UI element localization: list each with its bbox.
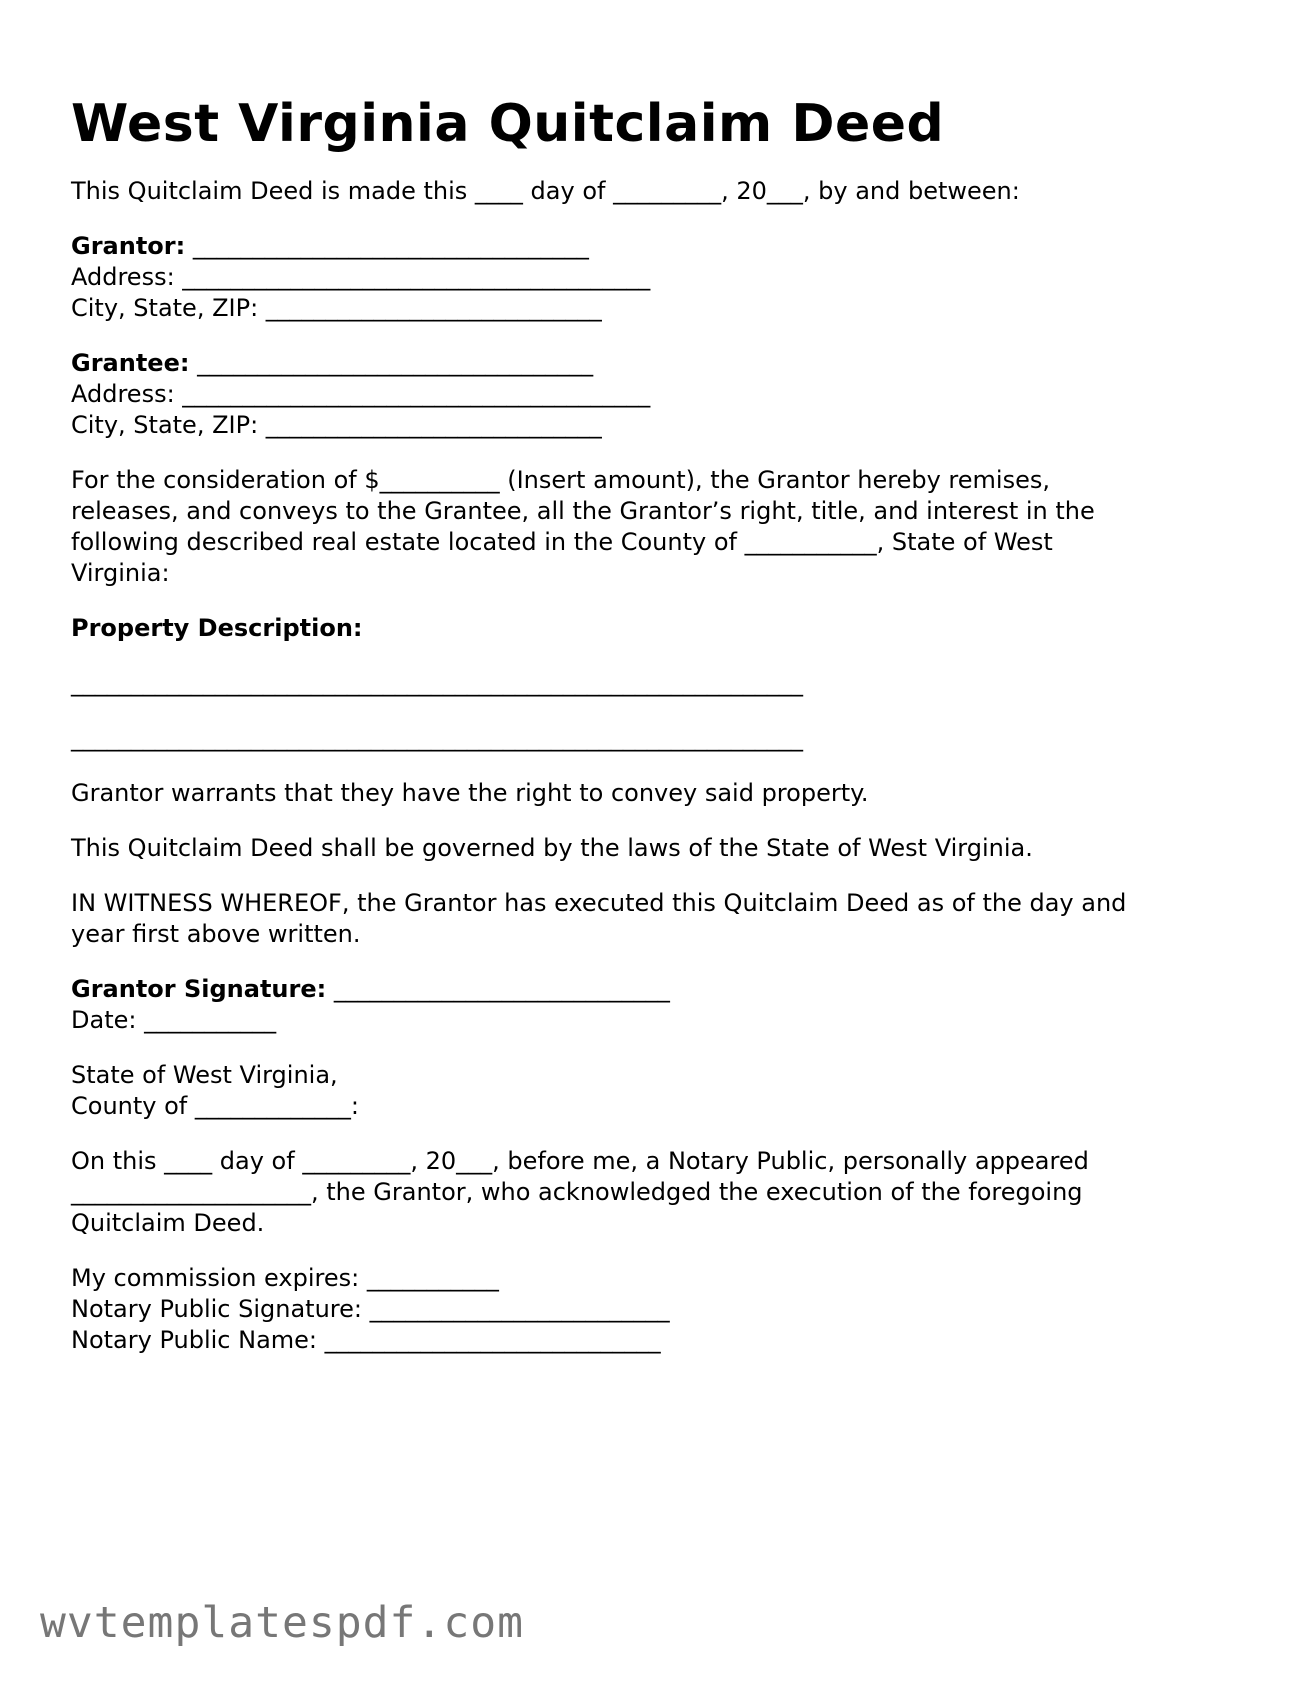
consideration-line: Virginia:	[71, 559, 170, 587]
notary-section	[71, 1263, 1241, 1356]
grantor-name-blank: _________________________________	[185, 232, 589, 260]
grantor-section	[71, 231, 1241, 324]
grantee-line	[71, 348, 1241, 379]
intro-text: This Quitclaim Deed is made this ____ day of _________, 20___, by and between:	[71, 177, 1020, 205]
grantee-name-blank: _________________________________	[189, 349, 594, 377]
grantee-label: Grantee:	[71, 349, 190, 377]
grantee-city: City, State, ZIP: ____________________________	[71, 411, 602, 439]
venue-state: State of West Virginia,	[71, 1061, 338, 1089]
warranty-statement: Grantor warrants that they have the right to convey said property.	[71, 779, 869, 807]
consideration-line: For the consideration of $__________ (Insert amount), the Grantor hereby remises,	[71, 466, 1050, 494]
signature-section	[71, 974, 1241, 1036]
acknowledgment-paragraph	[71, 1146, 1241, 1239]
consideration-line: following described real estate located in the County of ___________, State of West	[71, 528, 1053, 556]
grantor-address: Address: _______________________________________	[71, 263, 651, 291]
property-description-line: _____________________________________________________________	[71, 669, 803, 697]
property-section	[71, 613, 1241, 754]
property-description-label: Property Description:	[71, 614, 363, 642]
consideration-line: releases, and conveys to the Grantee, all the Grantor’s right, title, and interest in the	[71, 497, 1095, 525]
property-description-line: _____________________________________________________________	[71, 724, 803, 752]
venue-county: County of _____________:	[71, 1092, 359, 1120]
grantee-address: Address: _______________________________________	[71, 380, 651, 408]
notary-venue	[71, 1060, 1241, 1122]
governing-law-statement: This Quitclaim Deed shall be governed by the laws of the State of West Virginia.	[71, 834, 1033, 862]
grantor-line	[71, 231, 1241, 262]
grantor-label: Grantor:	[71, 232, 186, 260]
acknowledgment-line: Quitclaim Deed.	[71, 1209, 265, 1237]
site-watermark: wvtemplatespdf.com	[40, 1598, 524, 1648]
signature-date: Date: ___________	[71, 1006, 277, 1034]
page-title: West Virginia Quitclaim Deed	[71, 94, 945, 154]
commission-expires: My commission expires: ___________	[71, 1264, 499, 1292]
grantee-section	[71, 348, 1241, 441]
consideration-paragraph	[71, 465, 1241, 589]
grantor-city: City, State, ZIP: ____________________________	[71, 294, 602, 322]
notary-name: Notary Public Name: ____________________________	[71, 1326, 661, 1354]
acknowledgment-line: On this ____ day of _________, 20___, before me, a Notary Public, personally appeared	[71, 1147, 1089, 1175]
acknowledgment-line: ____________________, the Grantor, who acknowledged the execution of the foregoing	[71, 1178, 1083, 1206]
witness-line: IN WITNESS WHEREOF, the Grantor has executed this Quitclaim Deed as of the day and	[71, 889, 1127, 917]
witness-line: year first above written.	[71, 920, 361, 948]
grantor-signature-label: Grantor Signature:	[71, 975, 327, 1003]
grantor-signature-line	[71, 974, 1241, 1005]
notary-signature: Notary Public Signature: _________________________	[71, 1295, 670, 1323]
witness-paragraph	[71, 888, 1241, 950]
deed-document	[71, 88, 1241, 1356]
grantor-signature-blank: ____________________________	[326, 975, 670, 1003]
